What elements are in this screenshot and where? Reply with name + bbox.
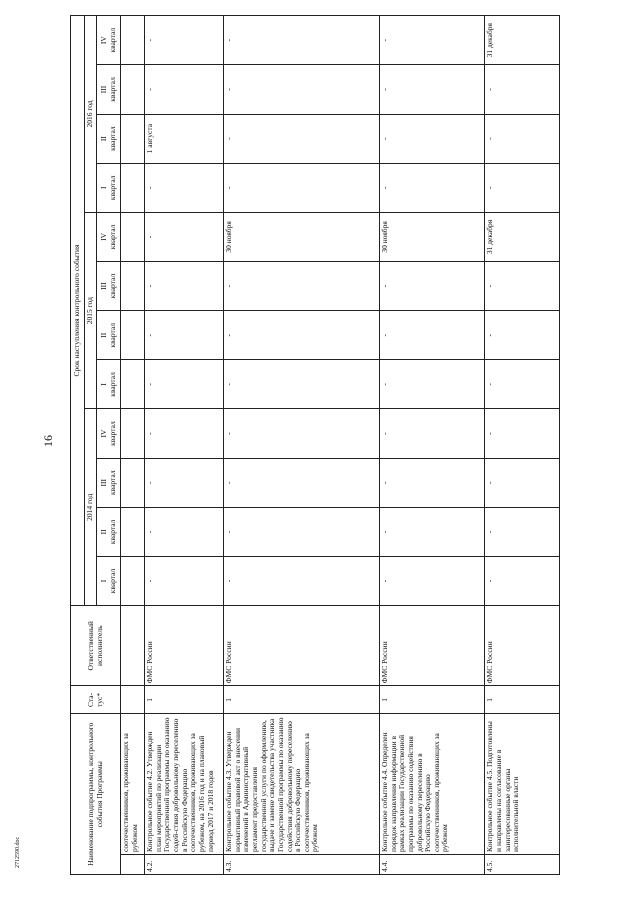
page-number: 16 [41,435,55,447]
deadline-cell: - [224,360,380,409]
deadline-cell: - [145,65,224,114]
quarter-numeral: I [98,579,108,583]
deadline-cell: 30 ноября [224,212,380,261]
deadline-cell: - [380,556,485,605]
event-status: 1 [145,686,224,714]
deadline-cell: - [485,311,560,360]
deadline-cell: - [224,409,380,458]
responsible-executor: ФМС России [224,606,380,686]
quarter-numeral: IV [98,429,108,438]
quarter-numeral: IV [98,36,108,45]
header-year-2014: 2014 год [85,409,97,606]
row-number: 4.3. [224,854,380,874]
deadline-cell: - [485,262,560,311]
deadline-cell: - [145,262,224,311]
deadline-cell: - [380,114,485,163]
deadline-cell [121,16,145,65]
deadline-cell [121,458,145,507]
header-deadline: Срок наступления контрольного события [71,16,85,606]
deadline-cell: - [145,311,224,360]
quarter-numeral: II [98,136,108,142]
deadline-cell: - [485,507,560,556]
quarter-word: квартал [107,224,117,250]
header-quarter [97,65,121,114]
quarter-numeral: III [98,282,108,290]
responsible-executor: ФМС России [380,606,485,686]
deadline-cell [121,360,145,409]
deadline-cell [121,65,145,114]
responsible-executor [121,606,145,686]
deadline-cell: - [485,409,560,458]
header-quarter [97,556,121,605]
quarter-numeral: III [98,478,108,487]
deadline-cell: - [145,409,224,458]
deadline-cell [121,114,145,163]
deadline-cell: - [380,507,485,556]
deadline-cell: - [145,16,224,65]
event-status [121,686,145,714]
table-row [380,16,485,875]
deadline-cell: - [485,65,560,114]
row-number: 4.2. [145,854,224,874]
header-status: Ста-тус* [71,686,121,714]
document-code: 2712590.doc [15,836,21,868]
deadline-cell: 30 ноября [380,212,485,261]
event-name: соотечественников, проживающих за рубежом [121,714,145,854]
event-name: Контрольное событие 4.5. Подготовлены и направлены на согласование в заинтересованные органы исполнительной власти [485,714,560,854]
deadline-cell: - [145,507,224,556]
deadline-cell [121,409,145,458]
header-quarter [97,311,121,360]
deadline-cell: - [485,458,560,507]
header-executor: Ответственный исполнитель [71,606,121,686]
rotated-table-container [70,15,560,875]
deadline-cell: 31 декабря [485,212,560,261]
event-status: 1 [485,686,560,714]
deadline-cell: - [145,556,224,605]
deadline-cell: - [485,556,560,605]
quarter-word: квартал [107,27,117,53]
deadline-cell [121,507,145,556]
deadline-cell: - [224,114,380,163]
deadline-cell: - [224,262,380,311]
event-name: Контрольное событие 4.4. Определен порядок направления информации в рамках реализации Государственной программы по оказанию содействия добровольному переселению в Российскую Федерацию соотечественников, проживающих за рубежом [380,714,485,854]
quarter-word: квартал [107,519,117,545]
deadline-cell [121,262,145,311]
header-year-2015: 2015 год [85,212,97,409]
event-name: Контрольное событие 4.3. Утвержден нормативный правовой акт о внесении изменений в Административный регламент предоставления государственной услуги по оформлению, выдаче и замене свидетельства участника Государственной программы по оказанию содействия добровольному переселению в Российскую Федерацию соотечественников, проживающих за рубежом [224,714,380,854]
deadline-cell [121,556,145,605]
table-row [145,16,224,875]
deadline-cell: - [224,16,380,65]
quarter-numeral: I [98,383,108,386]
deadline-cell: - [380,163,485,212]
quarter-word: квартал [107,470,117,496]
header-quarter [97,409,121,458]
table-row [224,16,380,875]
table-row [485,16,560,875]
deadline-cell [121,212,145,261]
quarter-word: квартал [107,372,117,397]
deadline-cell: - [485,360,560,409]
header-quarter [97,114,121,163]
event-status: 1 [224,686,380,714]
header-year-2016: 2016 год [85,16,97,213]
header-name: Наименование подпрограммы, контрольного события Программы [71,714,121,875]
deadline-cell: - [380,262,485,311]
table-row [121,16,145,875]
deadline-cell: - [380,65,485,114]
deadline-cell: - [224,311,380,360]
header-quarter [97,458,121,507]
row-number: 4.5. [485,854,560,874]
deadline-cell: - [224,163,380,212]
deadline-cell: - [485,114,560,163]
deadline-cell: 1 августа [145,114,224,163]
quarter-numeral: II [98,529,108,535]
quarter-word: квартал [107,322,117,348]
quarter-word: квартал [107,175,117,201]
header-quarter [97,262,121,311]
deadline-cell: - [145,458,224,507]
quarter-word: квартал [107,126,117,151]
deadline-cell: - [485,163,560,212]
quarter-numeral: I [98,186,108,190]
quarter-word: квартал [107,77,117,102]
quarter-numeral: III [98,85,108,94]
quarter-numeral: IV [98,232,108,241]
deadline-cell: - [380,360,485,409]
deadline-cell: - [224,507,380,556]
responsible-executor: ФМС России [145,606,224,686]
control-events-table [70,15,560,875]
deadline-cell [121,311,145,360]
responsible-executor: ФМС России [485,606,560,686]
deadline-cell [121,163,145,212]
quarter-word: квартал [107,273,117,299]
quarter-word: квартал [107,421,117,446]
event-name: Контрольное событие 4.2. Утвержден план мероприятий по реализации Государственной программы по оказанию содей-ствия добровольному переселению в Российскую Федерацию соотечественников, проживающих за рубежом, на 2016 год и на плановый период 2017 и 2018 годов [145,714,224,854]
row-number [121,854,145,874]
header-quarter [97,163,121,212]
deadline-cell: - [380,16,485,65]
deadline-cell: - [224,65,380,114]
table-body [121,16,560,875]
header-quarter [97,212,121,261]
deadline-cell: - [380,311,485,360]
header-quarter [97,16,121,65]
deadline-cell: 31 декабря [485,16,560,65]
header-quarter [97,360,121,409]
deadline-cell: - [380,458,485,507]
quarter-word: квартал [107,568,117,594]
quarter-numeral: II [98,332,108,338]
deadline-cell: - [145,360,224,409]
header-quarter [97,507,121,556]
deadline-cell: - [380,409,485,458]
deadline-cell: - [145,163,224,212]
event-status: 1 [380,686,485,714]
row-number: 4.4. [380,854,485,874]
deadline-cell: - [224,556,380,605]
deadline-cell: - [224,458,380,507]
deadline-cell: - [145,212,224,261]
